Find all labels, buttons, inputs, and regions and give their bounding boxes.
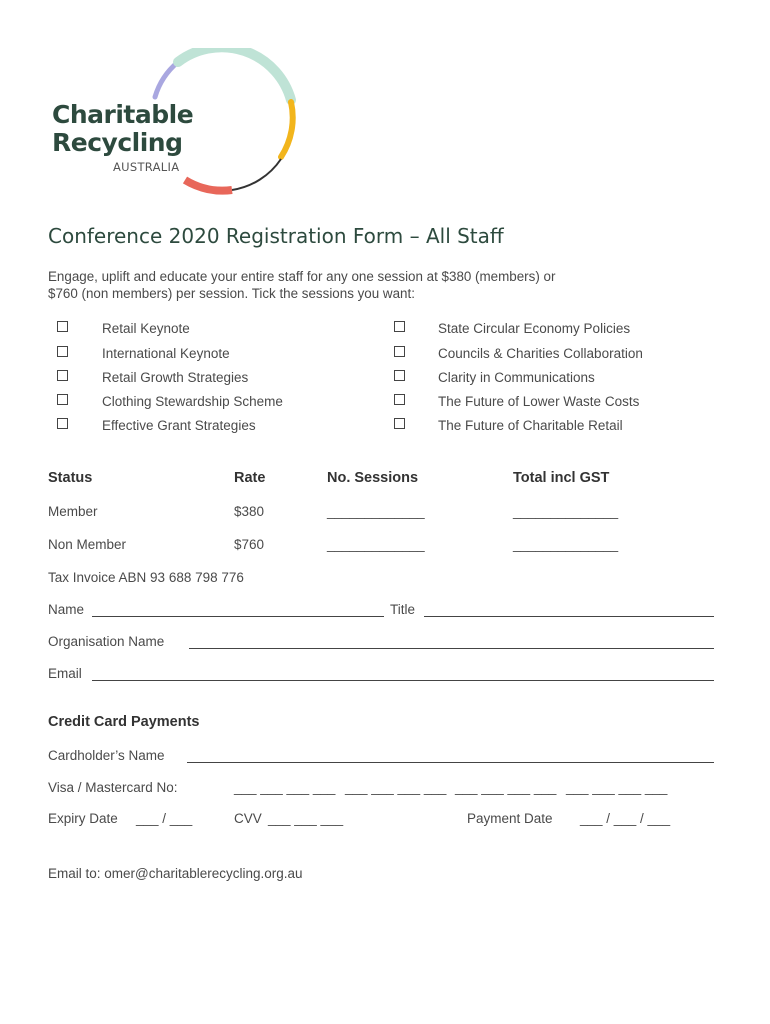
expiry-field[interactable]: ___ / ___ <box>136 811 193 826</box>
email-to-text: Email to: omer@charitablerecycling.org.au <box>48 866 303 881</box>
session-checkbox[interactable] <box>394 418 405 429</box>
email-field[interactable] <box>92 666 714 681</box>
session-checkbox[interactable] <box>394 370 405 381</box>
name-field[interactable] <box>92 602 384 617</box>
payment-date-label: Payment Date <box>467 811 553 826</box>
expiry-label: Expiry Date <box>48 811 118 826</box>
intro-line-2: $760 (non members) per session. Tick the sessions you want: <box>48 286 415 301</box>
organisation-label: Organisation Name <box>48 634 165 649</box>
row-rate: $380 <box>234 504 265 519</box>
session-checkbox[interactable] <box>57 418 68 429</box>
row-rate: $760 <box>234 537 265 552</box>
page-title: Conference 2020 Registration Form – All Staff <box>48 224 504 248</box>
tax-invoice-text: Tax Invoice ABN 93 688 798 776 <box>48 570 244 585</box>
session-label: International Keynote <box>102 346 230 361</box>
session-label: The Future of Charitable Retail <box>438 418 623 433</box>
card-number-group[interactable]: ___ ___ ___ ___ <box>234 780 336 795</box>
payment-section-title: Credit Card Payments <box>48 714 200 730</box>
organisation-field[interactable] <box>189 634 714 649</box>
title-label: Title <box>390 602 416 617</box>
title-field[interactable] <box>424 602 714 617</box>
cvv-label: CVV <box>234 811 262 826</box>
header-total: Total incl GST <box>513 470 610 486</box>
payment-date-field[interactable]: ___ / ___ / ___ <box>580 811 671 826</box>
session-label: Clarity in Communications <box>438 370 595 385</box>
session-checkbox[interactable] <box>394 346 405 357</box>
logo-text-line3: AUSTRALIA <box>113 160 180 174</box>
row-status: Non Member <box>48 537 127 552</box>
session-label: The Future of Lower Waste Costs <box>438 394 640 409</box>
cardholder-label: Cardholder’s Name <box>48 748 165 763</box>
session-label: State Circular Economy Policies <box>438 321 631 336</box>
session-checkbox[interactable] <box>57 321 68 332</box>
intro-line-1: Engage, uplift and educate your entire staff for any one session at $380 (members) or <box>48 269 556 284</box>
card-number-group[interactable]: ___ ___ ___ ___ <box>455 780 557 795</box>
logo-text-line1: Charitable <box>52 100 194 129</box>
session-label: Clothing Stewardship Scheme <box>102 394 283 409</box>
logo-text-line2: Recycling <box>52 128 183 157</box>
row-total-blank[interactable]: ______________ <box>513 537 619 552</box>
row-sessions-blank[interactable]: _____________ <box>327 537 425 552</box>
cvv-field[interactable]: ___ ___ ___ <box>268 811 344 826</box>
session-checkbox[interactable] <box>394 321 405 332</box>
session-label: Retail Growth Strategies <box>102 370 249 385</box>
card-number-group[interactable]: ___ ___ ___ ___ <box>345 780 447 795</box>
session-label: Effective Grant Strategies <box>102 418 256 433</box>
session-checkbox[interactable] <box>57 370 68 381</box>
session-label: Councils & Charities Collaboration <box>438 346 643 361</box>
card-number-group[interactable]: ___ ___ ___ ___ <box>566 780 668 795</box>
cardholder-field[interactable] <box>187 748 714 763</box>
row-sessions-blank[interactable]: _____________ <box>327 504 425 519</box>
card-number-label: Visa / Mastercard No: <box>48 780 178 795</box>
email-label: Email <box>48 666 82 681</box>
header-rate: Rate <box>234 470 266 486</box>
intro-text <box>48 268 688 302</box>
session-checkbox[interactable] <box>57 346 68 357</box>
session-label: Retail Keynote <box>102 321 190 336</box>
header-status: Status <box>48 470 93 486</box>
row-total-blank[interactable]: ______________ <box>513 504 619 519</box>
session-checkbox[interactable] <box>57 394 68 405</box>
name-label: Name <box>48 602 85 617</box>
row-status: Member <box>48 504 98 519</box>
header-sessions: No. Sessions <box>327 470 419 486</box>
session-checkbox[interactable] <box>394 394 405 405</box>
